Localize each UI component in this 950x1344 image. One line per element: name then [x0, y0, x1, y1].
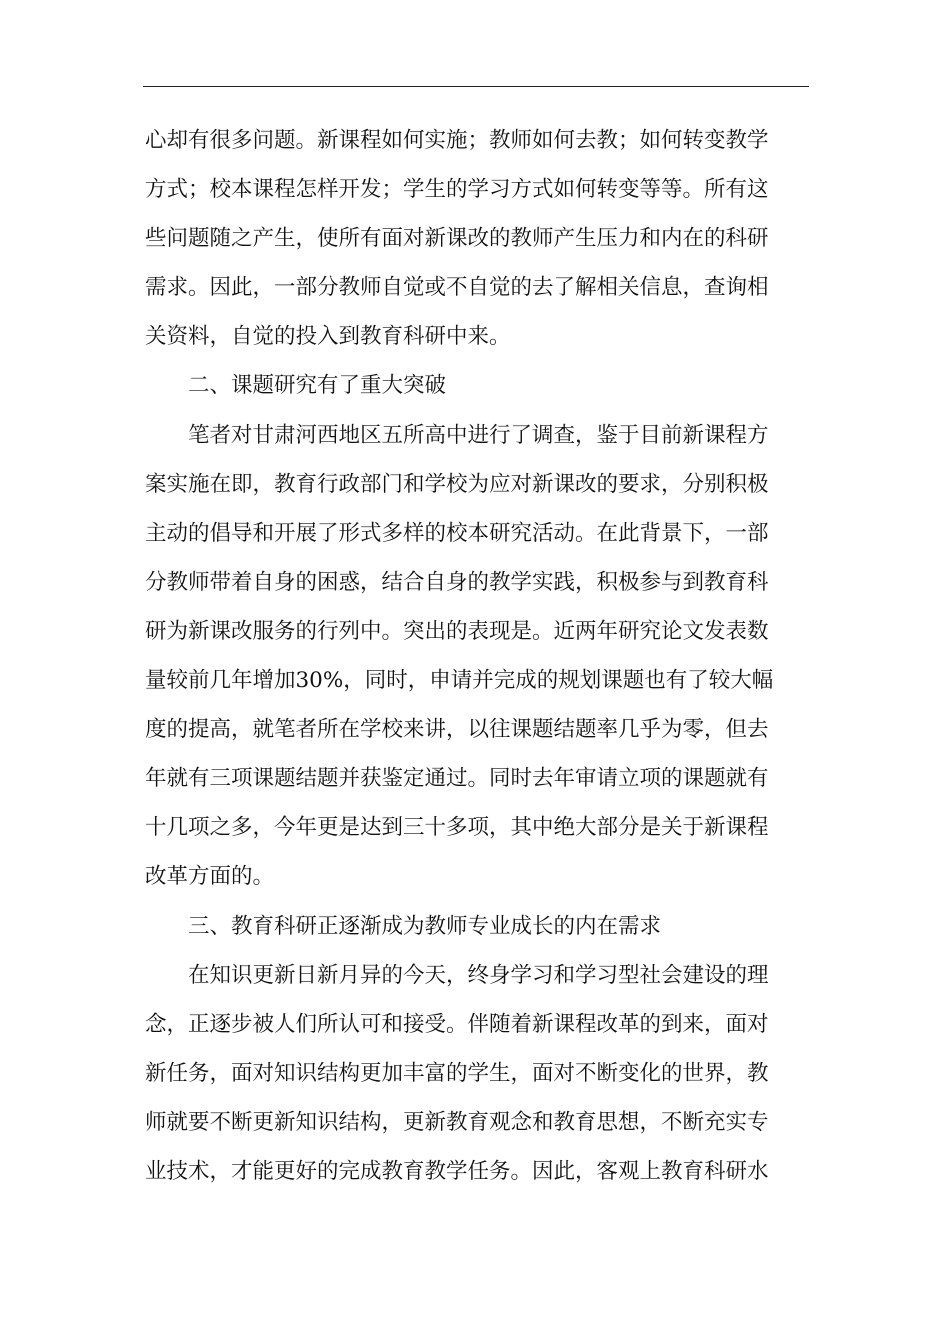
text-line: 业技术，才能更好的完成教育教学任务。因此，客观上教育科研水: [145, 1158, 769, 1184]
text-line: 研为新课改服务的行列中。突出的表现是。近两年研究论文发表数: [145, 618, 769, 644]
text-line: 改革方面的。: [145, 864, 275, 890]
text-line: 新任务，面对知识结构更加丰富的学生，面对不断变化的世界，教: [145, 1060, 769, 1086]
text-line: 年就有三项课题结题并获鉴定通过。同时去年审请立项的课题就有: [145, 766, 769, 792]
text-line: 方式；校本课程怎样开发；学生的学习方式如何转变等等。所有这: [145, 177, 769, 203]
text-line: 心却有很多问题。新课程如何实施；教师如何去教；如何转变教学: [145, 128, 769, 153]
header-rule: [143, 86, 809, 87]
section-heading: 二、课题研究有了重大突破: [188, 373, 447, 399]
text-line: 些问题随之产生，使所有面对新课改的教师产生压力和内在的科研: [145, 226, 769, 252]
text-line: 十几项之多，今年更是达到三十多项，其中绝大部分是关于新课程: [145, 815, 769, 841]
text-line: 度的提高，就笔者所在学校来讲，以往课题结题率几乎为零，但去: [145, 717, 769, 743]
text-line: 量较前几年增加30%，同时，申请并完成的规划课题也有了较大幅: [145, 668, 774, 694]
text-line: 念，正逐步被人们所认可和接受。伴随着新课程改革的到来，面对: [145, 1011, 769, 1037]
section-heading: 三、教育科研正逐渐成为教师专业成长的内在需求: [188, 913, 662, 939]
text-line: 关资料，自觉的投入到教育科研中来。: [145, 324, 511, 350]
paragraph-start: 笔者对甘肃河西地区五所高中进行了调查，鉴于目前新课程方: [188, 422, 769, 448]
text-line: 案实施在即，教育行政部门和学校为应对新课改的要求，分别积极: [145, 471, 769, 497]
text-line: 主动的倡导和开展了形式多样的校本研究活动。在此背景下，一部: [145, 520, 769, 546]
paragraph-start: 在知识更新日新月异的今天，终身学习和学习型社会建设的理: [188, 962, 769, 988]
text-line: 分教师带着自身的困惑，结合自身的教学实践，积极参与到教育科: [145, 569, 769, 595]
text-line: 师就要不断更新知识结构，更新教育观念和教育思想，不断充实专: [145, 1109, 769, 1135]
text-line: 需求。因此，一部分教师自觉或不自觉的去了解相关信息，查询相: [145, 275, 769, 301]
document-body: [145, 116, 793, 1196]
